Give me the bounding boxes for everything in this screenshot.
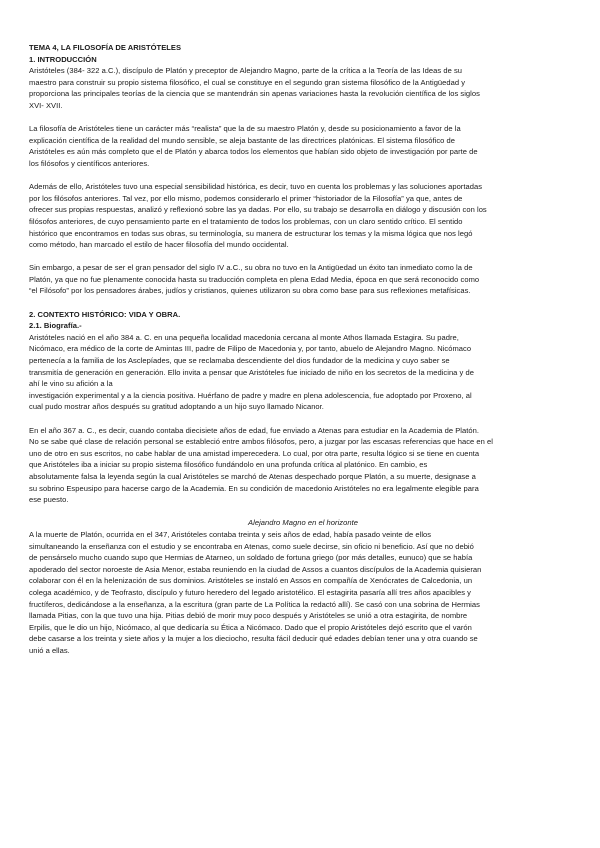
- text-line: apoderado del sector noroeste de Asia Menor, estaba reuniendo en la ciudad de Assos a cuantos discípulos de la Academia quisieran: [29, 564, 482, 574]
- text-line: simultaneando la enseñanza con el estudio y se encontraba en Atenas, como suele decirse, sin oficio ni beneficio. Así que no debió: [29, 541, 474, 551]
- text-line: Además de ello, Aristóteles tuvo una especial sensibilidad histórica, es decir, tuvo en cuenta los problemas y las soluciones aportadas: [29, 182, 483, 192]
- text-line: Nicómaco, era médico de la corte de Amintas III, padre de Filipo de Macedonia y, por tanto, abuelo de Alejandro Magno. Nicómaco: [29, 344, 472, 354]
- text-line: No se sabe qué clase de relación personal se estableció entre ambos filósofos, pero, a juzgar por las escasas referencias que hace en el: [29, 437, 493, 447]
- text-line: colaborar con él en la helenización de sus dominios. Aristóteles se instaló en Assos en compañía de Xenócrates de Calcedonia, un: [29, 576, 473, 586]
- subsection-heading-biografia: 2.1. Biografía.-: [29, 321, 82, 331]
- paragraph-intro-3: [29, 181, 577, 251]
- text-line: Aristóteles (384- 322 a.C.), discípulo de Platón y preceptor de Alejandro Magno, parte de la crítica a la Teoría de las Ideas de su: [29, 66, 463, 76]
- text-line: En el año 367 a. C., es decir, cuando contaba diecisiete años de edad, fue enviado a Atenas para estudiar en la Academia de Platón.: [29, 425, 479, 435]
- text-line: unió a ellas.: [29, 645, 70, 655]
- text-line: “el Filósofo” por los pensadores árabes, judíos y cristianos, quienes utilizaron su obra como base para sus reflexiones metafísicas.: [29, 286, 471, 296]
- text-line: su sobrino Espeusipo para hacerse cargo de la Academia. En su condición de macedonio Aristóteles no era legalmente elegible para: [29, 483, 479, 493]
- text-line: histórico que encontramos en todas sus obras, su terminología, su manera de estructurar los temas y la misma lógica que nos legó: [29, 228, 473, 238]
- text-line: XVI- XVII.: [29, 100, 63, 110]
- text-line: Sin embargo, a pesar de ser el gran pensador del siglo IV a.C., su obra no tuvo en la Antigüedad un éxito tan inmediato como la de: [29, 263, 473, 273]
- text-line: absolutamente falsa la leyenda según la cual Aristóteles se marchó de Atenas despechado porque Platón, a su muerte, designase a: [29, 471, 476, 481]
- text-line: que Aristóteles iba a iniciar su propio sistema filosófico fundándolo en una profunda crítica al platónico. En cambio, es: [29, 460, 428, 470]
- paragraph-bio-3: [29, 529, 577, 657]
- text-line: llamada Pitias, con la que tuvo una hija. Pitias debió de morir muy poco después y Aristóteles se unió a otra estagirita, de nombre: [29, 611, 468, 621]
- text-line: explicación científica de la realidad del mundo sensible, se aleja bastante de las directrices platónicas. El sistema filosófico de: [29, 135, 456, 145]
- text-line: colega académico, y de Teofrasto, discípulo y futuro heredero del legado aristotélico. El estagirita pasaría allí tres años apacibles y: [29, 587, 471, 597]
- text-line: cual pudo mostrar años después su gratitud adoptando a un hijo suyo llamado Nicanor.: [29, 402, 324, 412]
- document-title: TEMA 4, LA FILOSOFÍA DE ARISTÓTELES: [29, 43, 182, 52]
- text-line: filósofos anteriores, de cuyo pensamiento parte en el tratamiento de todos los problemas, con un claro sentido crítico. El sentido: [29, 216, 463, 226]
- italic-subheading: Alejandro Magno en el horizonte: [248, 518, 358, 528]
- text-line: maestro para construir su propio sistema filosófico, el cual se constituye en el segundo gran sistema filosófico de la Antigüedad y: [29, 77, 466, 87]
- text-line: pertenecía a la familia de los Asclepíades, que se reclamaba descendiente del dios fundador de la medicina y cuyo saber se: [29, 356, 450, 366]
- text-line: Erpilis, que le dio un hijo, Nicómaco, al que dedicaría su Ética a Nicómaco. Dado que el propio Aristóteles dejó escrito que el varón: [29, 622, 472, 632]
- text-line: como método, han marcado el estilo de hacer filosofía del mundo occidental.: [29, 240, 289, 250]
- text-line: A la muerte de Platón, ocurrida en el 347, Aristóteles contaba treinta y seis años de edad, había pasado veinte de ellos: [29, 529, 432, 539]
- paragraph-intro-2: [29, 123, 577, 169]
- section-heading-introduccion: 1. INTRODUCCIÓN: [29, 54, 97, 64]
- text-line: de pensárselo mucho cuando supo que Hermias de Atarneo, un soldado de fortuna griego (por más detalles, eunuco) que se había: [29, 553, 473, 563]
- text-line: ofrecer sus propias respuestas, analizó y reflexionó sobre las ya dadas. Por ello, su trabajo se desarrolla en diálogo y discusión con los: [29, 205, 487, 215]
- text-line: por los filósofos anteriores. Tal vez, por ello mismo, podemos considerarlo el primer “historiador de la Filosofía” ya que, antes de: [29, 193, 463, 203]
- text-line: fructíferos, dedicándose a la enseñanza, a la escritura (gran parte de La Política la redactó allí). Se casó con una sobrina de Hermias: [29, 599, 480, 609]
- text-line: uno de otro en sus escritos, no cabe hablar de una amistad imperecedera. Lo cual, por otra parte, resulta lógico si se tiene en cuenta: [29, 448, 480, 458]
- text-line: ahí le vino su afición a la: [29, 379, 113, 389]
- section-heading-contexto: 2. CONTEXTO HISTÓRICO: VIDA Y OBRA.: [29, 309, 181, 319]
- text-line: Aristóteles nació en el año 384 a. C. en una pequeña localidad macedonia cercana al monte Athos llamada Estagira. Su padre,: [29, 332, 459, 342]
- text-line: Aristóteles es aún más completo que el de Platón y abarca todos los elementos que habían sido objeto de investigación por parte de: [29, 147, 478, 157]
- text-line: proporciona las principales teorías de la ciencia que se mantendrán sin apenas variaciones hasta la revolución científica de los siglos: [29, 89, 480, 99]
- text-line: ese puesto.: [29, 495, 69, 505]
- text-line: transmitía de generación en generación. Ello invita a pensar que Aristóteles fue iniciado de niño en los secretos de la medicina y de: [29, 367, 474, 377]
- paragraph-bio-1: [29, 332, 577, 413]
- paragraph-bio-2: [29, 425, 577, 506]
- text-line: los filósofos y científicos anteriores.: [29, 158, 150, 168]
- paragraph-intro-1: [29, 65, 577, 111]
- text-line: La filosofía de Aristóteles tiene un carácter más “realista” que la de su maestro Platón y, desde su posicionamiento a favor de la: [29, 124, 461, 134]
- text-line: Platón, ya que no fue plenamente conocida hasta su traducción completa en plena Edad Media, época en que será reconocido como: [29, 274, 480, 284]
- paragraph-intro-4: [29, 262, 577, 297]
- document-page: [29, 42, 577, 656]
- text-line: debe casarse a los treinta y siete años y la mujer a los dieciocho, resulta fácil deducir qué edades debían tener una y otra cuando se: [29, 634, 478, 644]
- text-line: investigación experimental y a la ciencia positiva. Huérfano de padre y madre en plena adolescencia, fue adoptado por Proxeno, al: [29, 390, 472, 400]
